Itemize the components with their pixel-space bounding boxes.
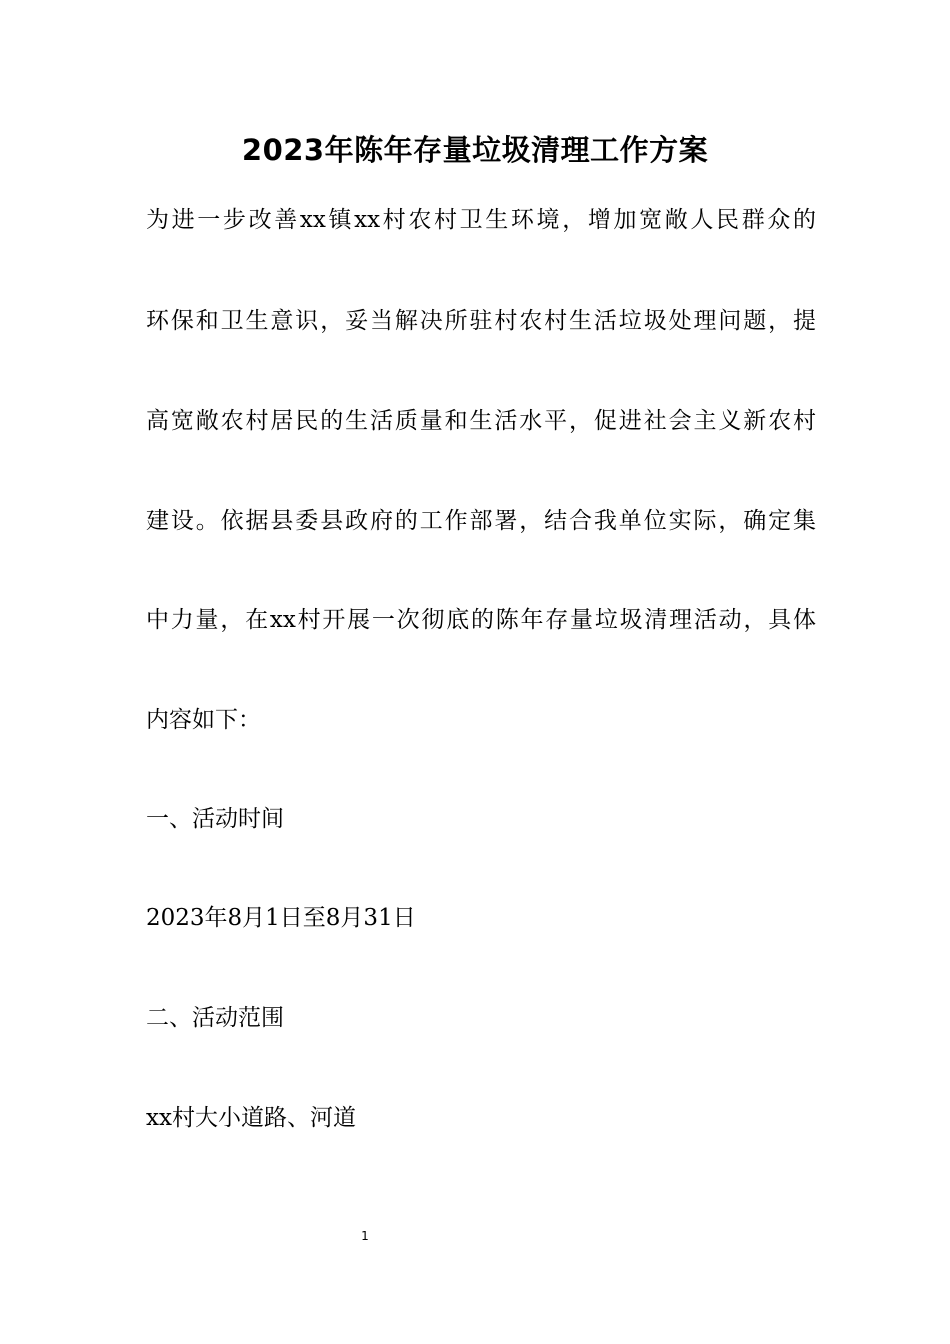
paragraph-line: 建设。依据县委县政府的工作部署，结合我单位实际，确定集 bbox=[146, 508, 816, 534]
section-heading-scope: 二、活动范围 bbox=[146, 1005, 284, 1031]
section-heading-time: 一、活动时间 bbox=[146, 806, 284, 832]
paragraph-line: 为进一步改善xx镇xx村农村卫生环境，增加宽敞人民群众的 bbox=[146, 207, 816, 233]
section-content-scope: xx村大小道路、河道 bbox=[146, 1105, 356, 1131]
paragraph-line: 环保和卫生意识，妥当解决所驻村农村生活垃圾处理问题，提 bbox=[146, 308, 816, 334]
paragraph-line: 高宽敞农村居民的生活质量和生活水平，促进社会主义新农村 bbox=[146, 408, 816, 434]
document-title: 2023年陈年存量垃圾清理工作方案 bbox=[241, 133, 709, 167]
paragraph-line: 内容如下： bbox=[146, 707, 261, 733]
paragraph-line: 中力量，在xx村开展一次彻底的陈年存量垃圾清理活动，具体 bbox=[146, 607, 816, 633]
page-number: 1 bbox=[361, 1229, 369, 1243]
section-content-time: 2023年8月1日至8月31日 bbox=[146, 905, 416, 931]
